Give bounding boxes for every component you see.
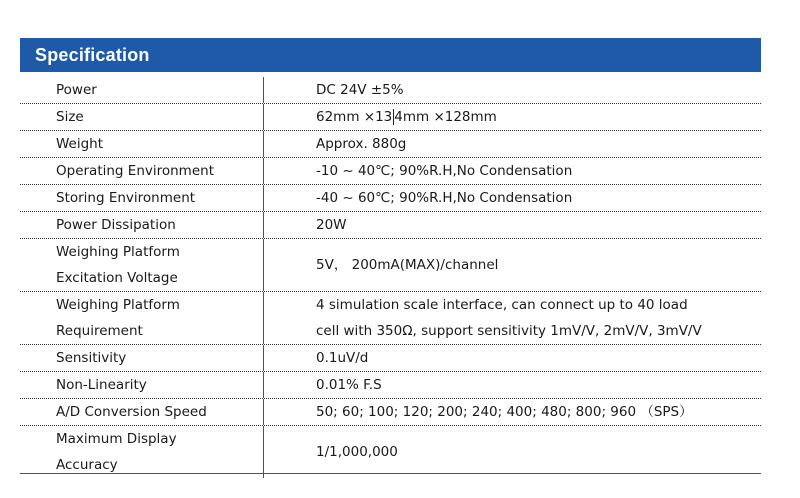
spec-row-storing-environment	[20, 185, 761, 212]
spec-value-text: 0.1uV/d	[316, 350, 369, 366]
spec-label	[20, 426, 263, 478]
spec-row-power	[20, 77, 761, 104]
spec-value	[264, 292, 761, 344]
spec-value-text: 0.01% F.S	[316, 377, 382, 393]
spec-label-text: Operating Environment	[56, 163, 214, 179]
spec-value	[264, 104, 761, 130]
spec-label	[20, 104, 263, 130]
spec-value-text: 4 simulation scale interface, can connect up to 40 load	[316, 297, 688, 313]
spec-value-text: -10 ~ 40℃; 90%R.H,No Condensation	[316, 163, 573, 179]
spec-row-excitation-voltage	[20, 239, 761, 292]
spec-value	[264, 345, 761, 371]
spec-value	[264, 77, 761, 103]
spec-value	[264, 239, 761, 291]
spec-value-text: 1/1,000,000	[316, 444, 398, 460]
spec-label	[20, 158, 263, 184]
spec-row-ad-conversion-speed	[20, 399, 761, 426]
spec-label-text: A/D Conversion Speed	[56, 404, 207, 420]
spec-value-text: 20W	[316, 217, 347, 233]
spec-label-text: Accuracy	[56, 457, 118, 473]
spec-label	[20, 399, 263, 425]
spec-label-text: Power Dissipation	[56, 217, 176, 233]
spec-label-text: Non-Linearity	[56, 377, 147, 393]
spec-row-size	[20, 104, 761, 131]
spec-label-text: Excitation Voltage	[56, 270, 178, 286]
spec-value-text: -40 ~ 60℃; 90%R.H,No Condensation	[316, 190, 573, 206]
spec-label	[20, 77, 263, 103]
spec-row-display-accuracy	[20, 426, 761, 478]
spec-label	[20, 292, 263, 344]
spec-row-non-linearity	[20, 372, 761, 399]
spec-table	[20, 77, 761, 478]
spec-value-text: 5V， 200mA(MAX)/channel	[316, 257, 499, 273]
spec-label	[20, 212, 263, 238]
spec-value-text: 50; 60; 100; 120; 200; 240; 400; 480; 800; 960 （SPS）	[316, 404, 693, 420]
spec-label-text: Weight	[56, 136, 104, 152]
spec-label	[20, 372, 263, 398]
spec-row-platform-requirement	[20, 292, 761, 345]
spec-value	[264, 399, 761, 425]
table-bottom-rule	[20, 473, 761, 474]
spec-value-line	[316, 104, 761, 130]
spec-row-operating-environment	[20, 158, 761, 185]
spec-row-sensitivity	[20, 345, 761, 372]
spec-label-text: Power	[56, 82, 97, 98]
spec-label-text: Storing Environment	[56, 190, 196, 206]
spec-label-text: Maximum Display	[56, 431, 177, 447]
spec-value	[264, 212, 761, 238]
spec-label-text: Sensitivity	[56, 350, 127, 366]
spec-header-bar	[20, 38, 761, 72]
spec-value-text-part1: 62mm ×13	[316, 109, 393, 125]
spec-label	[20, 131, 263, 157]
spec-label	[20, 239, 263, 291]
spec-label	[20, 345, 263, 371]
spec-value-text: Approx. 880g	[316, 136, 407, 152]
spec-label-text: Size	[56, 109, 84, 125]
spec-value-text: DC 24V ±5%	[316, 82, 404, 98]
spec-label-text: Requirement	[56, 323, 143, 339]
spec-value	[264, 372, 761, 398]
spec-label-text: Weighing Platform	[56, 297, 180, 313]
spec-value	[264, 426, 761, 478]
spec-value	[264, 158, 761, 184]
spec-value-text: cell with 350Ω, support sensitivity 1mV/V, 2mV/V, 3mV/V	[316, 323, 702, 339]
spec-value	[264, 185, 761, 211]
spec-title: Specification	[35, 44, 150, 65]
spec-row-power-dissipation	[20, 212, 761, 239]
spec-row-weight	[20, 131, 761, 158]
spec-value	[264, 131, 761, 157]
spec-value-text-part2: 4mm ×128mm	[394, 109, 497, 125]
spec-label-text: Weighing Platform	[56, 244, 180, 260]
spec-label	[20, 185, 263, 211]
